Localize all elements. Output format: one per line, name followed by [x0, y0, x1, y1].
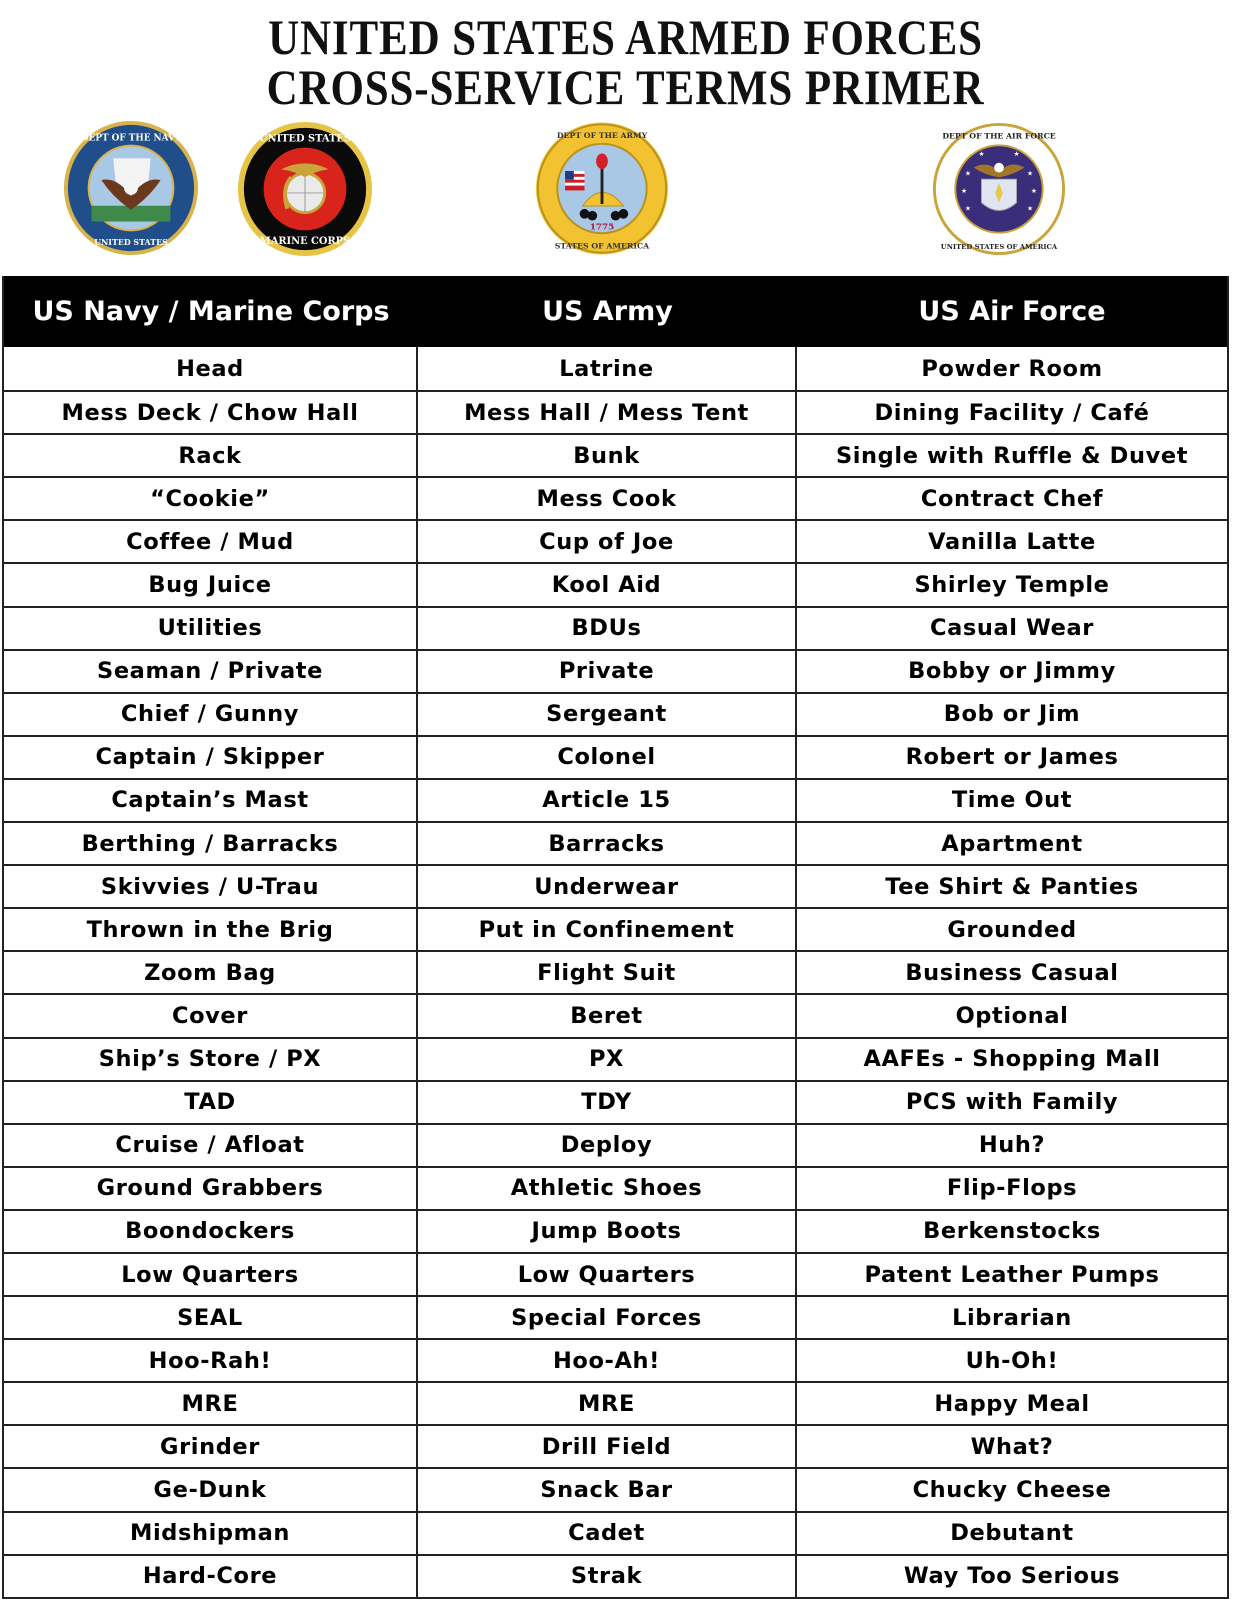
cell-air-force: Casual Wear: [930, 615, 1094, 642]
svg-text:★: ★: [1027, 169, 1034, 178]
table-row: [4, 864, 1227, 907]
marine-corps-seal-icon: [236, 120, 374, 258]
cell-air-force: Librarian: [952, 1304, 1072, 1331]
table-row: [4, 1295, 1227, 1338]
table-row: [4, 1037, 1227, 1080]
cell-navy-marine: Cover: [4, 995, 418, 1036]
cell-air-force: Chucky Cheese: [912, 1476, 1112, 1503]
svg-text:STATES OF AMERICA: STATES OF AMERICA: [554, 241, 650, 251]
column-header-air-force: US Air Force: [918, 296, 1106, 327]
svg-text:★: ★: [1013, 149, 1020, 158]
cell-army: Underwear: [418, 866, 797, 907]
svg-text:DEPT OF THE ARMY: DEPT OF THE ARMY: [556, 130, 648, 140]
cell-air-force: AAFEs - Shopping Mall: [863, 1046, 1161, 1073]
table-header: [4, 276, 1227, 347]
cell-army: Bunk: [418, 435, 797, 476]
cell-army: Put in Confinement: [418, 909, 797, 950]
cell-army: Cadet: [418, 1513, 797, 1554]
svg-text:★: ★: [964, 204, 971, 213]
cell-army: Drill Field: [418, 1426, 797, 1467]
cell-air-force: Patent Leather Pumps: [864, 1261, 1160, 1288]
cell-navy-marine: Midshipman: [4, 1513, 418, 1554]
cell-navy-marine: TAD: [4, 1082, 418, 1123]
table-row: [4, 1209, 1227, 1252]
svg-text:★: ★: [1030, 186, 1038, 195]
cell-navy-marine: Hard-Core: [4, 1556, 418, 1597]
svg-text:MARINE CORPS: MARINE CORPS: [259, 236, 351, 248]
cell-navy-marine: Coffee / Mud: [4, 521, 418, 562]
svg-text:★: ★: [1027, 204, 1034, 213]
cell-army: Jump Boots: [418, 1211, 797, 1252]
svg-text:DEPT OF THE AIR FORCE: DEPT OF THE AIR FORCE: [942, 131, 1056, 141]
table-row: [4, 562, 1227, 605]
table-row: [4, 1166, 1227, 1209]
cell-air-force: Time Out: [951, 787, 1073, 814]
table-row: [4, 907, 1227, 950]
cell-army: Sergeant: [418, 694, 797, 735]
cell-air-force: Robert or James: [905, 744, 1119, 771]
table-row: [4, 735, 1227, 778]
cell-air-force: Dining Facility / Café: [874, 399, 1150, 426]
table-row: [4, 390, 1227, 433]
svg-text:UNITED STATES: UNITED STATES: [94, 238, 168, 248]
svg-text:1775: 1775: [589, 222, 615, 233]
cell-air-force: Shirley Temple: [914, 572, 1110, 599]
cell-air-force: What?: [970, 1433, 1054, 1460]
cell-army: Flight Suit: [418, 952, 797, 993]
cell-army: Special Forces: [418, 1297, 797, 1338]
cell-navy-marine: Berthing / Barracks: [4, 823, 418, 864]
cell-army: Mess Hall / Mess Tent: [418, 392, 797, 433]
cell-air-force: Apartment: [941, 830, 1083, 857]
table-row: [4, 649, 1227, 692]
cell-navy-marine: Seaman / Private: [4, 651, 418, 692]
table-row: [4, 1467, 1227, 1510]
cell-navy-marine: Ground Grabbers: [4, 1168, 418, 1209]
table-row: [4, 433, 1227, 476]
cell-army: Barracks: [418, 823, 797, 864]
cell-air-force: PCS with Family: [905, 1089, 1119, 1116]
cell-army: Strak: [418, 1556, 797, 1597]
cell-air-force: Vanilla Latte: [928, 528, 1096, 555]
cell-army: Private: [418, 651, 797, 692]
cell-army: Athletic Shoes: [418, 1168, 797, 1209]
table-row: [4, 1381, 1227, 1424]
cell-army: Hoo-Ah!: [418, 1340, 797, 1381]
cell-navy-marine: Ship’s Store / PX: [4, 1039, 418, 1080]
cell-air-force: Tee Shirt & Panties: [885, 873, 1139, 900]
table-row: [4, 1554, 1227, 1597]
table-row: [4, 1080, 1227, 1123]
cell-army: MRE: [418, 1383, 797, 1424]
cell-navy-marine: Captain’s Mast: [4, 780, 418, 821]
table-body: [4, 347, 1227, 1597]
table-row: [4, 821, 1227, 864]
cell-navy-marine: Skivvies / U-Trau: [4, 866, 418, 907]
terms-table: [2, 276, 1229, 1599]
table-row: [4, 1424, 1227, 1467]
navy-seal-icon: [62, 118, 200, 258]
cell-navy-marine: Low Quarters: [4, 1254, 418, 1295]
cell-navy-marine: Cruise / Afloat: [4, 1125, 418, 1166]
cell-navy-marine: Zoom Bag: [4, 952, 418, 993]
cell-army: Article 15: [418, 780, 797, 821]
svg-text:DEPT OF THE NAVY: DEPT OF THE NAVY: [80, 133, 182, 144]
cell-navy-marine: “Cookie”: [4, 478, 418, 519]
table-row: [4, 692, 1227, 735]
column-header-army: US Army: [542, 296, 673, 327]
svg-text:★: ★: [960, 186, 968, 195]
cell-army: Mess Cook: [418, 478, 797, 519]
svg-text:UNITED STATES OF AMERICA: UNITED STATES OF AMERICA: [940, 243, 1058, 252]
title-line-1: UNITED STATES ARMED FORCES: [268, 9, 983, 65]
cell-air-force: Debutant: [950, 1520, 1074, 1547]
page-title: [0, 9, 1251, 115]
cell-air-force: Business Casual: [905, 959, 1119, 986]
table-row: [4, 1338, 1227, 1381]
army-seal-icon: [534, 120, 670, 257]
cell-army: PX: [418, 1039, 797, 1080]
cell-navy-marine: Ge-Dunk: [4, 1469, 418, 1510]
table-row: [4, 1511, 1227, 1554]
cell-navy-marine: Rack: [4, 435, 418, 476]
cell-air-force: Contract Chef: [920, 485, 1104, 512]
column-header-navy-marine: US Navy / Marine Corps: [32, 296, 390, 327]
cell-air-force: Flip-Flops: [946, 1175, 1078, 1202]
cell-navy-marine: Utilities: [4, 608, 418, 649]
cell-army: Beret: [418, 995, 797, 1036]
svg-text:UNITED STATES: UNITED STATES: [259, 133, 351, 145]
cell-navy-marine: Mess Deck / Chow Hall: [4, 392, 418, 433]
cell-air-force: Happy Meal: [934, 1390, 1090, 1417]
cell-army: Cup of Joe: [418, 521, 797, 562]
table-row: [4, 347, 1227, 390]
cell-navy-marine: Chief / Gunny: [4, 694, 418, 735]
cell-army: TDY: [418, 1082, 797, 1123]
cell-navy-marine: Captain / Skipper: [4, 737, 418, 778]
cell-air-force: Way Too Serious: [903, 1563, 1121, 1590]
title-line-2: CROSS-SERVICE TERMS PRIMER: [266, 59, 985, 115]
cell-air-force: Single with Ruffle & Duvet: [835, 442, 1189, 469]
cell-army: Low Quarters: [418, 1254, 797, 1295]
table-row: [4, 778, 1227, 821]
table-row: [4, 1252, 1227, 1295]
cell-navy-marine: Bug Juice: [4, 564, 418, 605]
svg-text:★: ★: [978, 149, 985, 158]
cell-air-force: Bobby or Jimmy: [908, 658, 1116, 685]
cell-air-force: Huh?: [978, 1132, 1046, 1159]
cell-army: Snack Bar: [418, 1469, 797, 1510]
table-row: [4, 993, 1227, 1036]
svg-text:★: ★: [964, 169, 971, 178]
table-row: [4, 519, 1227, 562]
cell-air-force: Grounded: [947, 916, 1077, 943]
cell-army: BDUs: [418, 608, 797, 649]
cell-army: Colonel: [418, 737, 797, 778]
cell-navy-marine: Hoo-Rah!: [4, 1340, 418, 1381]
cell-navy-marine: MRE: [4, 1383, 418, 1424]
cell-army: Kool Aid: [418, 564, 797, 605]
table-row: [4, 1123, 1227, 1166]
cell-navy-marine: SEAL: [4, 1297, 418, 1338]
air-force-seal-icon: [931, 118, 1067, 260]
cell-air-force: Uh-Oh!: [965, 1347, 1059, 1374]
cell-air-force: Bob or Jim: [943, 701, 1081, 728]
cell-navy-marine: Grinder: [4, 1426, 418, 1467]
cell-air-force: Berkenstocks: [923, 1218, 1101, 1245]
cell-navy-marine: Thrown in the Brig: [4, 909, 418, 950]
cell-army: Deploy: [418, 1125, 797, 1166]
cell-army: Latrine: [418, 347, 797, 390]
cell-air-force: Powder Room: [921, 355, 1103, 382]
cell-navy-marine: Head: [4, 347, 418, 390]
cell-air-force: Optional: [955, 1002, 1069, 1029]
cell-navy-marine: Boondockers: [4, 1211, 418, 1252]
table-row: [4, 476, 1227, 519]
table-row: [4, 606, 1227, 649]
table-row: [4, 950, 1227, 993]
